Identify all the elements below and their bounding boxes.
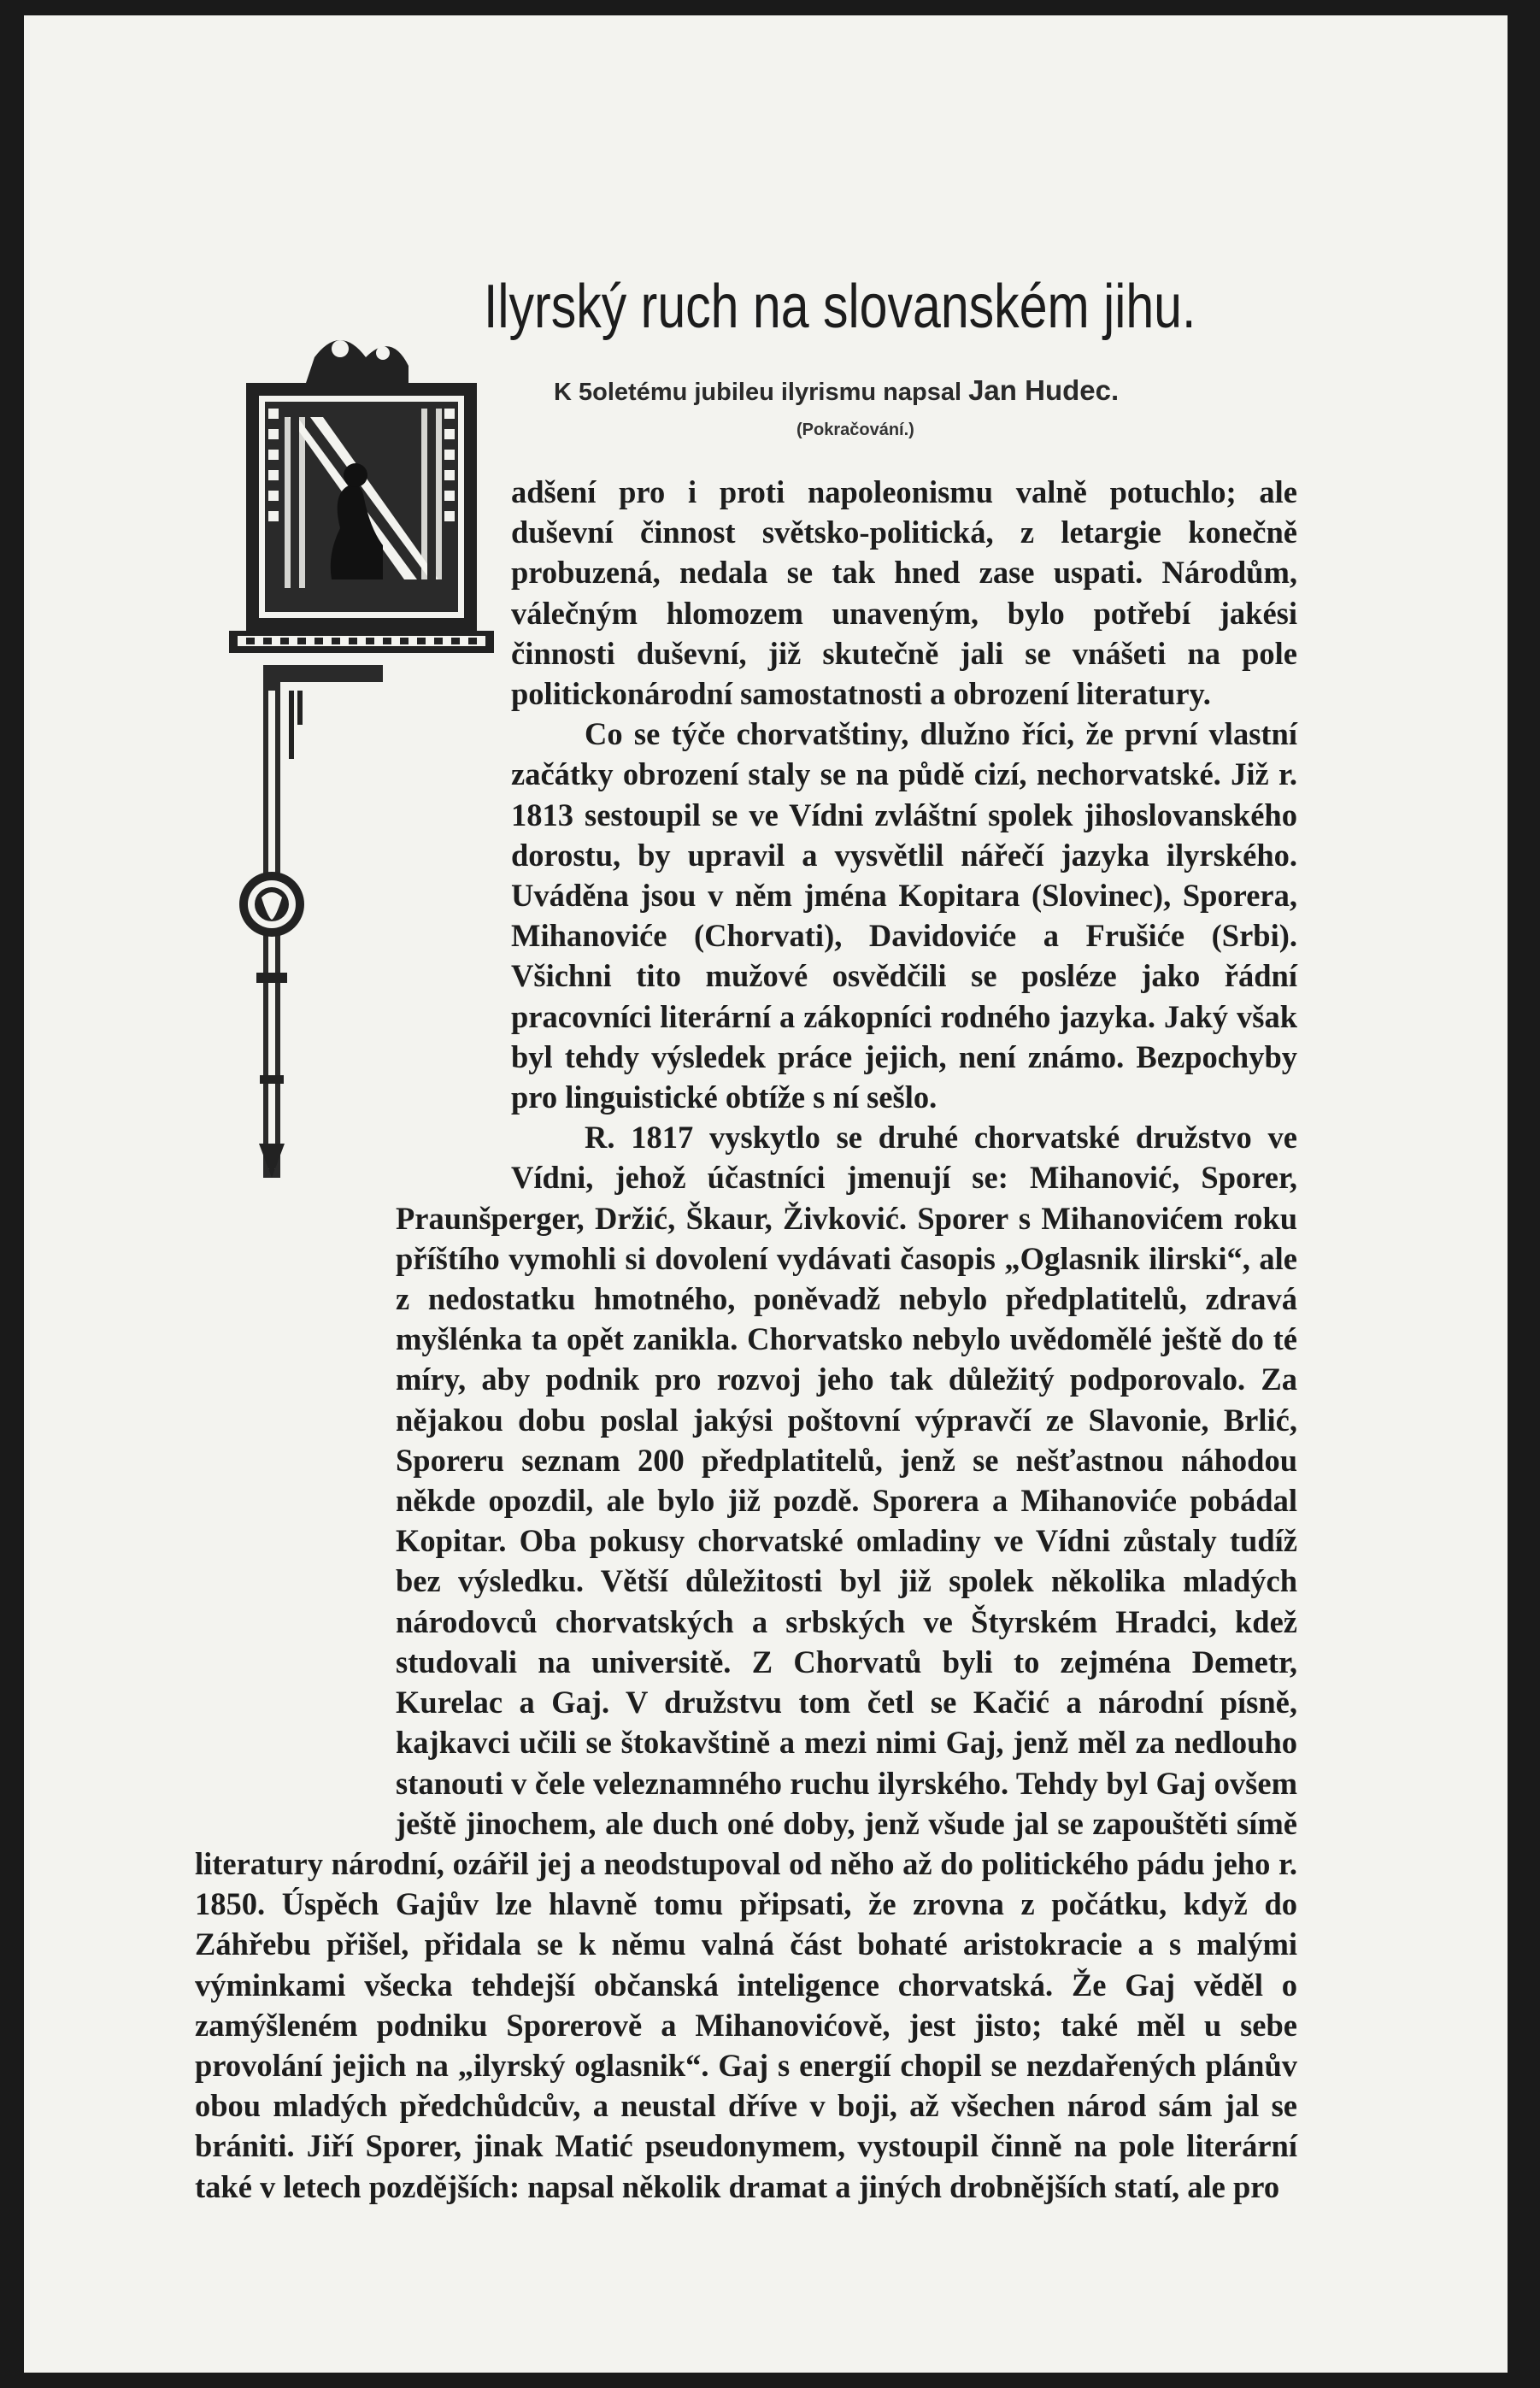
- article-title: Ilyrský ruch na slovanském jihu.: [484, 273, 1196, 341]
- scan-border: [1508, 15, 1516, 2373]
- paragraph-1: adšení pro i proti napoleonismu valně potuchlo; ale duševní činnost světsko-politická, z letargie konečně probuzená, nedala se tak hned zase uspati. Národům, válečným hlomozem unaveným, bylo potřebí jakési činnosti duševní, již skutečně jali se vnášeti na pole politickonárodní samostatnosti a obrození literatury.: [511, 474, 1297, 712]
- paragraph-3: R. 1817 vyskytlo se druhé chorvatské družstvo ve Vídni, jehož účastníci jmenují se: Mihanović, Sporer, Praunšperger, Držić, Škaur, Živković. Sporer s Mihanovićem roku příštího vymohli si dovolení vydávati časopis „Oglasnik ilirski“, ale z nedostatku hmotného, poněvadž nebylo předplatitelů, zdravá myšlénka ta opět zanikla. Chorvatsko nebylo uvědomělé ještě do té míry, aby podnik pro rozvoj jeho tak důležitý podporovalo. Za nějakou dobu poslal jakýsi poštovní výpravčí ze Slavonie, Brlić, Sporeru seznam 200 předplatitelů, jenž se nešťastnou náhodou někde opozdil, ale bylo již pozdě. Sporera a Mihanoviće pobádal Kopitar. Oba pokusy chorvatské omladiny ve Vídni zůstaly tudíž bez výsledku. Větší důležitosti byl již spolek několika mladých národovců chorvatských a srbských ve Štyrském Hradci, kdež studovali na universitě. Z Chorvatů byli to zejména Demetr, Kurelac a Gaj. V družstvu tom četl se Kačić a národní písně, kajkavci učili se štokavštině a mezi nimi Gaj, jenž měl za nedlouho stanouti v čele veleznamného ruchu ilyrského. Tehdy byl Gaj ovšem ještě jinochem, ale duch oné doby, jenž všude jal se zapouštěti símě literatury národní, ozářil jej a neodstupoval od něho až do politického pádu jeho r. 1850. Úspěch Gajův lze hlavně tomu připsati, že zrovna z počátku, když do Záhřebu přišel, přidala se k němu valná část bohaté aristokracie a s malými výminkami všecka tehdejší občanská inteligence chorvatská. Že Gaj věděl o zamýšleném podniku Sporerově a Mihanovićově, jest jisto; také měl u sebe provolání jejich na „ilyrský oglasnik“. Gaj s energií chopil se nezdařených plánův obou mladých předchůdcův, a neustal dříve v boji, až všechen národ sám jal se brániti. Jiří Sporer, jinak Matić pseudonymem, vystoupil činně na pole literární také v letech pozdějších: napsal několik dramat a jiných drobnějších statí, ale pro: [195, 1120, 1297, 2204]
- continuation-note: (Pokračování.): [796, 421, 914, 439]
- paragraph-2: Co se týče chorvatštiny, dlužno říci, že první vlastní začátky obrození staly se na půdě cizí, nechorvatské. Již r. 1813 sestoupil se ve Vídni zvláštní spolek jihoslovanského dorostu, by upravil a vysvětlil nářečí jazyka ilyrského. Uváděna jsou v něm jména Kopitara (Slovinec), Sporera, Mihanoviće (Chorvati), Davidoviće a Frušiće (Srbi). Všichni tito mužové osvědčili se posléze jako řádní pracovníci literární a zákopníci rodného jazyka. Jaký však byl tehdy výsledek práce jejich, není známo. Bezpochyby pro linguistické obtíže s ní sešlo.: [511, 716, 1297, 1115]
- scanned-page: [24, 15, 1516, 2373]
- article-body: [195, 15, 1297, 2373]
- author-name: Jan Hudec.: [968, 374, 1120, 406]
- subtitle-prefix: K 5oletému jubileu ilyrismu napsal: [554, 379, 962, 406]
